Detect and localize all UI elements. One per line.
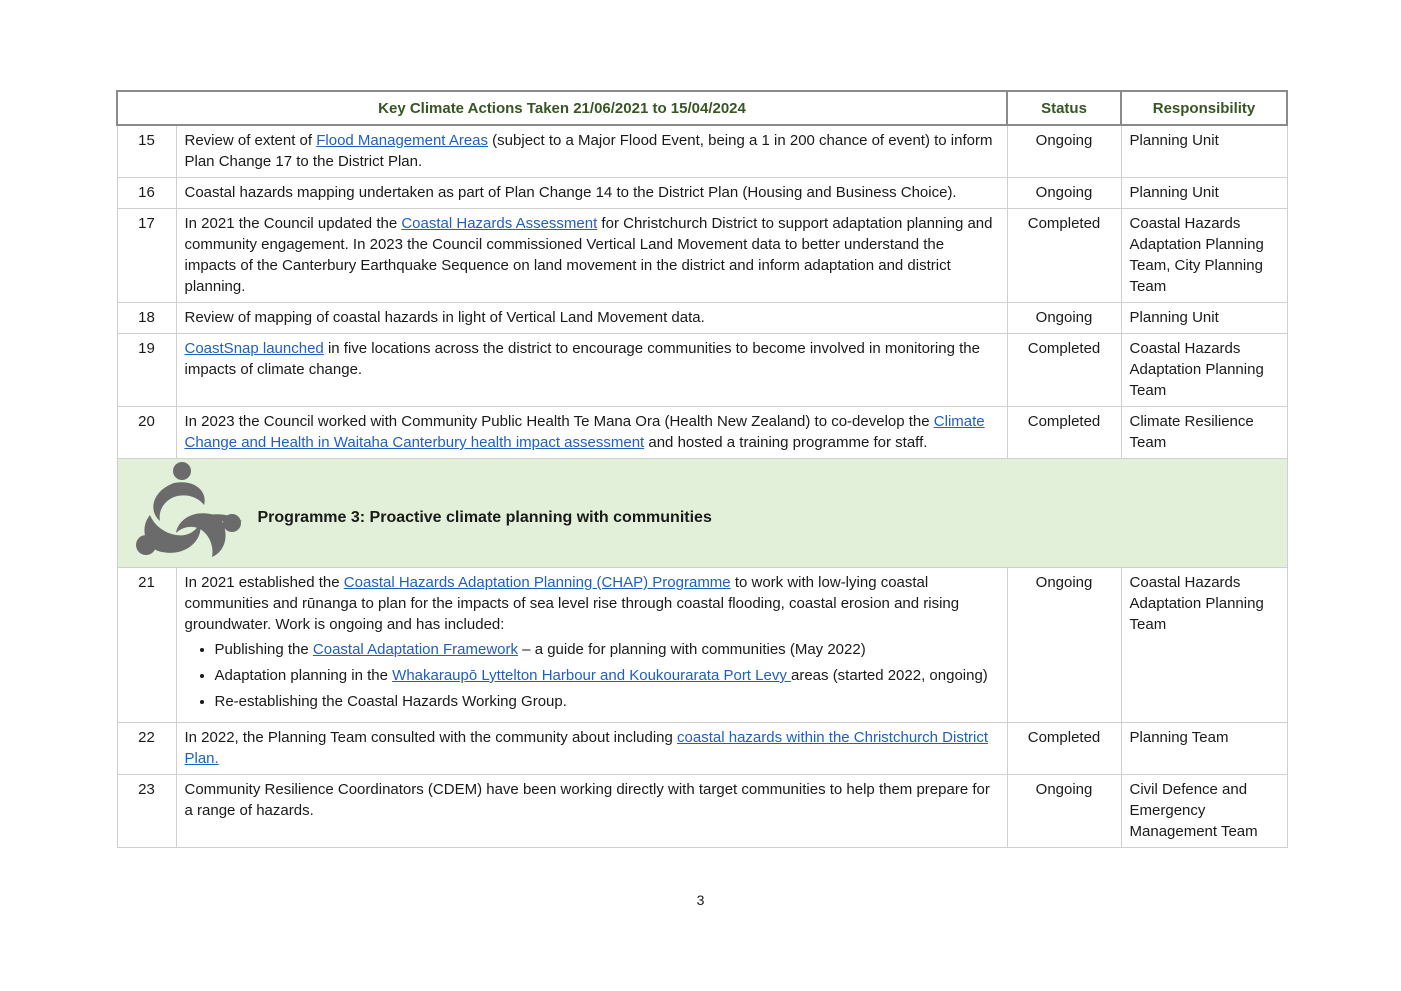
action-text: (subject to a Major Flood Event, being a 1 in 200 chance of event) to inform Plan Change 17 to the District Plan. — [184, 132, 993, 170]
action-text: In 2021 established the — [184, 574, 344, 591]
actions-column-header: Key Climate Actions Taken 21/06/2021 to 15/04/2024 — [117, 91, 1007, 125]
lyttelton-port-levy-link[interactable]: Whakaraupō Lyttelton Harbour and Koukourarata Port Levy — [392, 667, 791, 684]
action-description — [176, 334, 1007, 407]
programme-title: Programme 3: Proactive climate planning with communities — [257, 509, 712, 526]
bullet-text: – a guide for planning with communities (May 2022) — [518, 641, 866, 658]
action-number: 19 — [117, 334, 176, 407]
page-number: 3 — [696, 892, 705, 908]
coastal-hazards-district-plan-link[interactable]: coastal hazards within the Christchurch District Plan. — [184, 729, 988, 767]
table-row — [117, 723, 1287, 775]
action-description — [176, 209, 1007, 303]
status-cell: Ongoing — [1007, 178, 1121, 209]
responsibility-cell: Planning Unit — [1121, 303, 1287, 334]
action-description: Review of mapping of coastal hazards in light of Vertical Land Movement data. — [176, 303, 1007, 334]
table-row — [117, 334, 1287, 407]
action-number: 17 — [117, 209, 176, 303]
status-cell: Completed — [1007, 723, 1121, 775]
action-text: In 2022, the Planning Team consulted with the community about including — [184, 729, 678, 746]
status-cell: Ongoing — [1007, 775, 1121, 848]
status-cell: Ongoing — [1007, 303, 1121, 334]
table-row — [117, 125, 1287, 178]
climate-actions-table — [116, 90, 1288, 848]
health-impact-assessment-link[interactable]: Climate Change and Health in Waitaha Canterbury health impact assessment — [184, 413, 985, 451]
action-description: Community Resilience Coordinators (CDEM) have been working directly with target communities to help them prepare for a range of hazards. — [176, 775, 1007, 848]
bullet-text: Publishing the — [214, 641, 313, 658]
action-description — [176, 568, 1007, 723]
action-number: 18 — [117, 303, 176, 334]
action-description — [176, 125, 1007, 178]
responsibility-cell: Planning Unit — [1121, 178, 1287, 209]
action-text: In 2023 the Council worked with Community Public Health Te Mana Ora (Health New Zealand) to co-develop the — [184, 413, 934, 430]
responsibility-cell: Climate Resilience Team — [1121, 407, 1287, 459]
table-header-row — [117, 91, 1287, 125]
action-text: to work with low-lying coastal communities and rūnanga to plan for the impacts of sea level rise through coastal flooding, coastal erosion and rising groundwater. Work is ongoing and has included: — [184, 574, 960, 633]
status-cell: Ongoing — [1007, 568, 1121, 723]
programme-section-row — [117, 459, 1287, 568]
table-row — [117, 303, 1287, 334]
list-item — [215, 639, 999, 660]
action-text: in five locations across the district to encourage communities to become involved in monitoring the impacts of climate change. — [184, 340, 980, 378]
action-number: 22 — [117, 723, 176, 775]
action-text: for Christchurch District to support adaptation planning and community engagement. In 2023 the Council commissioned Vertical Land Movement data to better understand the impacts of the Canterbury Earthquake Sequence on land movement in the district and inform adaptation and district planning. — [184, 215, 993, 295]
status-cell: Completed — [1007, 407, 1121, 459]
bullet-text: areas (started 2022, ongoing) — [791, 667, 988, 684]
table-row — [117, 407, 1287, 459]
action-number: 21 — [117, 568, 176, 723]
action-description — [176, 407, 1007, 459]
action-number: 20 — [117, 407, 176, 459]
action-text: In 2021 the Council updated the — [184, 215, 402, 232]
responsibility-cell: Coastal Hazards Adaptation Planning Team — [1121, 568, 1287, 723]
action-text: and hosted a training programme for staff. — [644, 434, 928, 451]
status-cell: Ongoing — [1007, 125, 1121, 178]
responsibility-cell: Coastal Hazards Adaptation Planning Team — [1121, 334, 1287, 407]
flood-management-areas-link[interactable]: Flood Management Areas — [316, 132, 489, 149]
responsibility-cell: Coastal Hazards Adaptation Planning Team, City Planning Team — [1121, 209, 1287, 303]
table-row — [117, 209, 1287, 303]
action-number: 23 — [117, 775, 176, 848]
action-number: 16 — [117, 178, 176, 209]
chap-programme-link[interactable]: Coastal Hazards Adaptation Planning (CHAP) Programme — [343, 574, 731, 591]
table-row — [117, 775, 1287, 848]
action-bullet-list — [185, 639, 999, 712]
bullet-text: Re-establishing the Coastal Hazards Working Group. — [214, 693, 567, 710]
responsibility-cell: Planning Team — [1121, 723, 1287, 775]
status-cell: Completed — [1007, 334, 1121, 407]
people-circle-icon — [134, 461, 246, 567]
responsibility-column-header: Responsibility — [1121, 91, 1287, 125]
coastal-adaptation-framework-link[interactable]: Coastal Adaptation Framework — [312, 641, 519, 658]
programme-section-cell — [117, 459, 1287, 568]
table-row — [117, 178, 1287, 209]
action-text: Review of extent of — [184, 132, 317, 149]
list-item — [215, 691, 999, 712]
coastsnap-launched-link[interactable]: CoastSnap launched — [184, 340, 324, 357]
status-column-header: Status — [1007, 91, 1121, 125]
action-description — [176, 723, 1007, 775]
status-cell: Completed — [1007, 209, 1121, 303]
action-description: Coastal hazards mapping undertaken as part of Plan Change 14 to the District Plan (Housing and Business Choice). — [176, 178, 1007, 209]
bullet-text: Adaptation planning in the — [214, 667, 393, 684]
list-item — [215, 665, 999, 686]
table-row — [117, 568, 1287, 723]
coastal-hazards-assessment-link[interactable]: Coastal Hazards Assessment — [401, 215, 598, 232]
action-number: 15 — [117, 125, 176, 178]
responsibility-cell: Planning Unit — [1121, 125, 1287, 178]
responsibility-cell: Civil Defence and Emergency Management Team — [1121, 775, 1287, 848]
